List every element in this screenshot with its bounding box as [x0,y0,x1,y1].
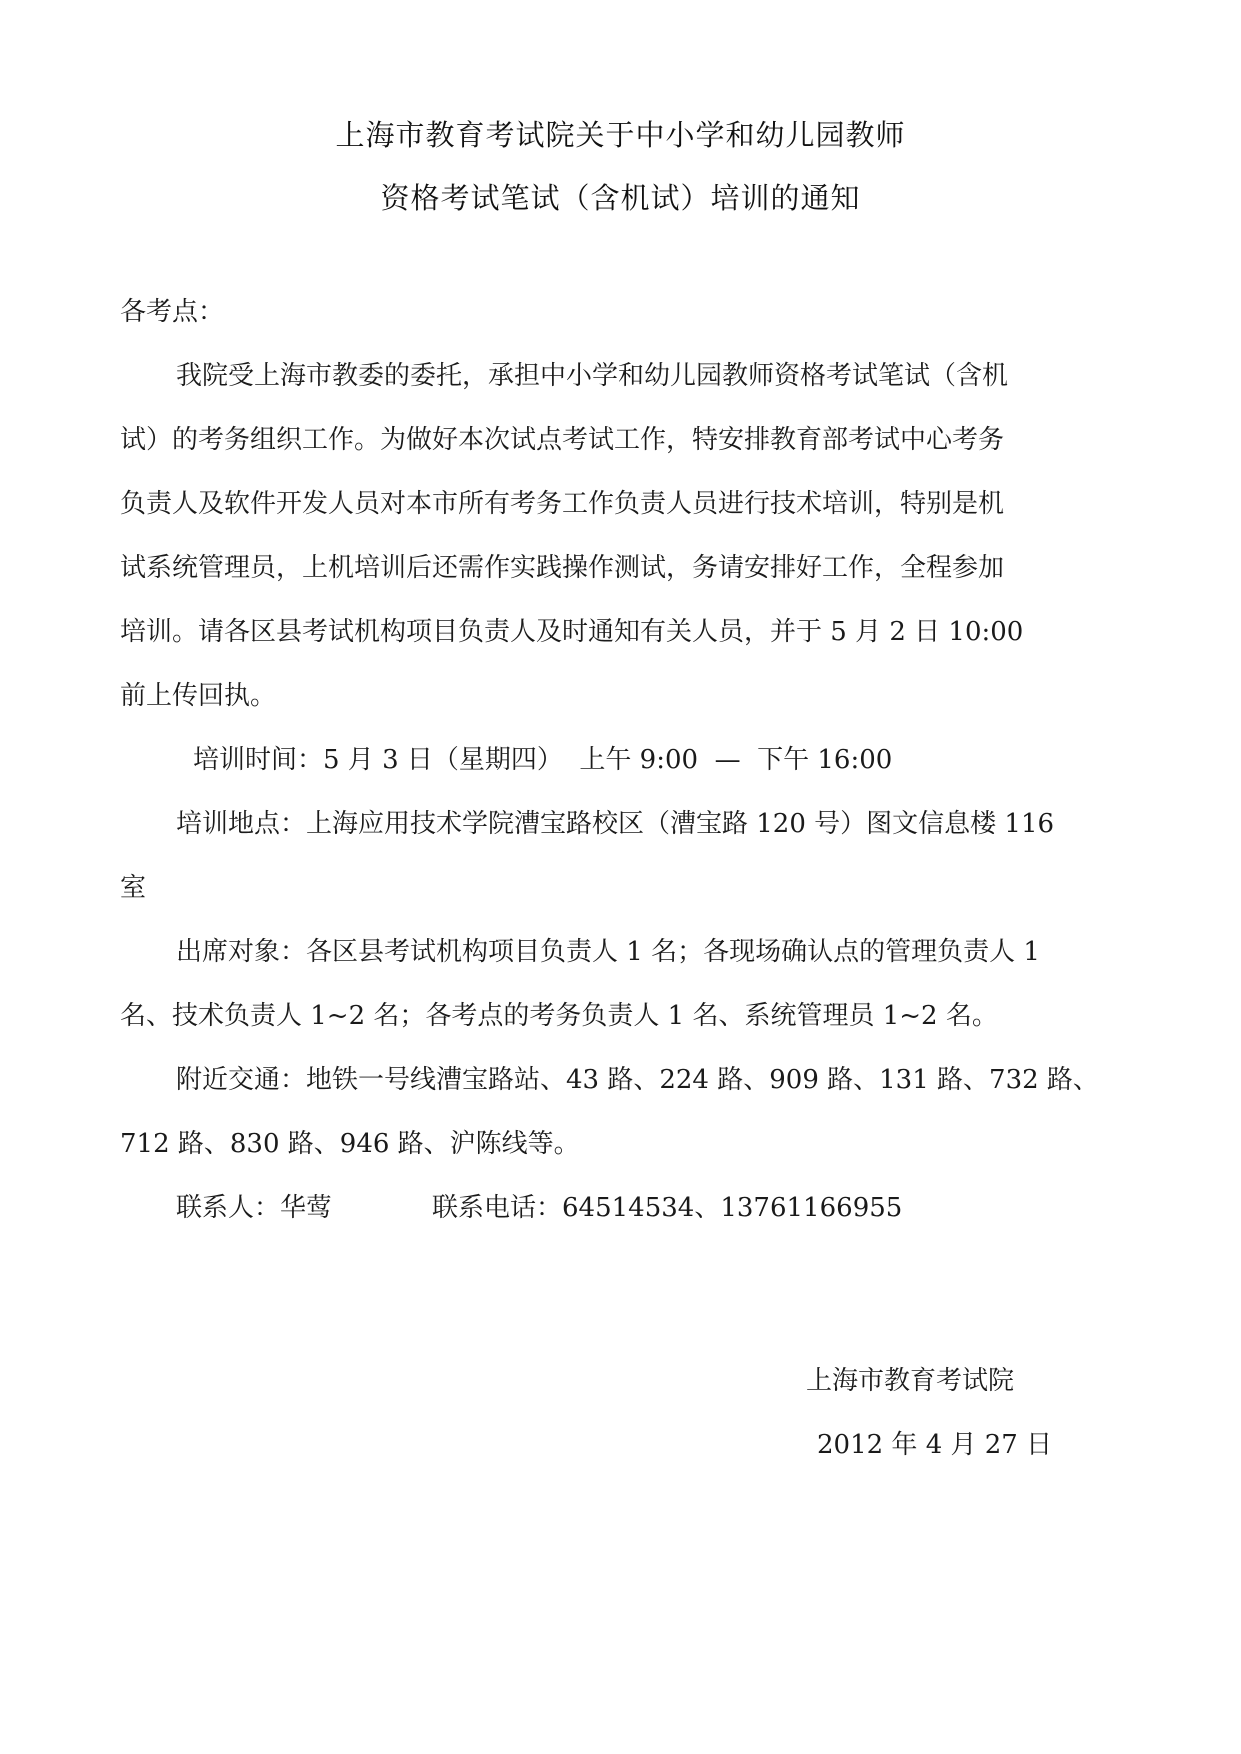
transport-line-2: 712 路、830 路、946 路、沪陈线等。 [120,1129,580,1159]
title-line-1: 上海市教育考试院关于中小学和幼儿园教师 [335,118,906,152]
signature-date: 2012 年 4 月 27 日 [817,1430,1053,1460]
transport-line-1: 附近交通：地铁一号线漕宝路站、43 路、224 路、909 路、131 路、732 路、 [176,1065,1099,1095]
signature-org: 上海市教育考试院 [806,1366,1015,1396]
title-line-2: 资格考试笔试（含机试）培训的通知 [380,181,861,215]
para1-line-1: 我院受上海市教委的委托，承担中小学和幼儿园教师资格考试笔试（含机 [176,361,1009,391]
contact-person: 联系人：华莺 [176,1193,333,1223]
contact-phone: 联系电话：64514534、13761166955 [432,1193,903,1223]
para1-line-2: 试）的考务组织工作。为做好本次试点考试工作，特安排教育部考试中心考务 [120,425,1005,455]
attendees-line-1: 出席对象：各区县考试机构项目负责人 1 名；各现场确认点的管理负责人 1 [176,937,1040,967]
notice-body [120,280,1120,1240]
para1-line-3: 负责人及软件开发人员对本市所有考务工作负责人员进行技术培训，特别是机 [120,489,1005,519]
training-location-line-1: 培训地点：上海应用技术学院漕宝路校区（漕宝路 120 号）图文信息楼 116 [176,809,1055,839]
para1-line-5: 培训。请各区县考试机构项目负责人及时通知有关人员，并于 5 月 2 日 10:00 [120,617,1024,647]
training-time: 培训时间：5 月 3 日（星期四） 上午 9:00 — 下午 16:00 [193,745,893,775]
para1-line-4: 试系统管理员，上机培训后还需作实践操作测试，务请安排好工作，全程参加 [120,553,1005,583]
attendees-line-2: 名、技术负责人 1~2 名；各考点的考务负责人 1 名、系统管理员 1~2 名。 [120,1001,998,1031]
salutation: 各考点： [120,297,225,327]
contact-line [120,1176,1120,1240]
training-location-line-2: 室 [120,873,147,903]
para1-line-6: 前上传回执。 [120,681,277,711]
